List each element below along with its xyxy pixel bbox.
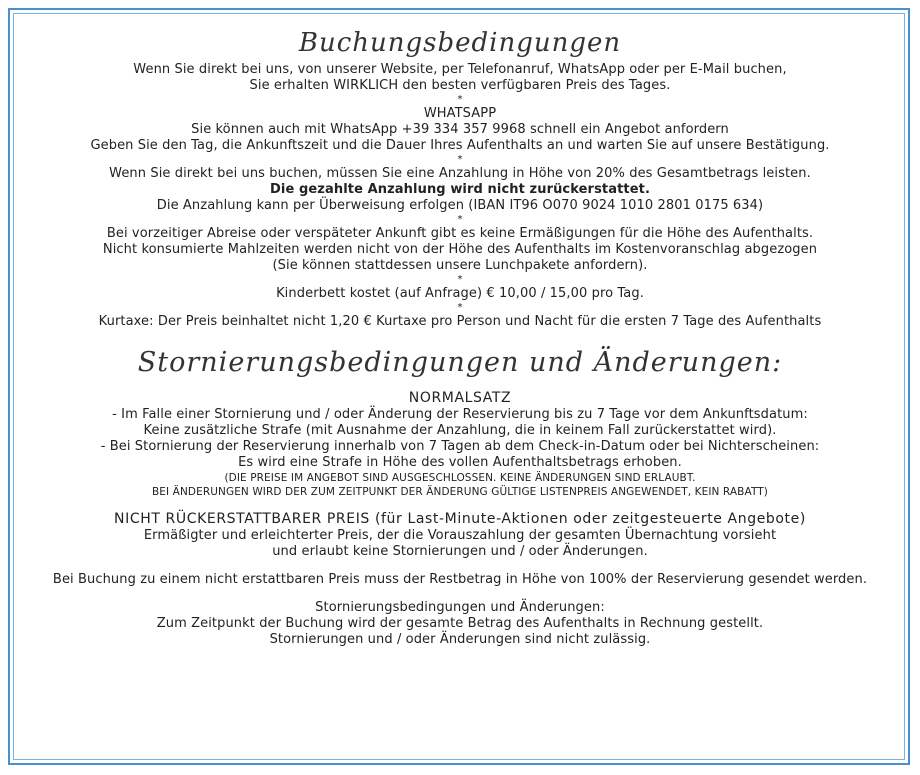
separator-asterisk: *: [457, 214, 463, 225]
nonrefundable-heading: NICHT RÜCKERSTATTBARER PREIS (für Last-Minute-Aktionen oder zeitgesteuerte Angebote): [114, 511, 806, 527]
tourist-tax-line: Kurtaxe: Der Preis beinhaltet nicht 1,20 € Kurtaxe pro Person und Nacht für die ersten 7 Tage des Aufenthalts: [98, 314, 822, 329]
early-departure-line: Bei vorzeitiger Abreise oder verspäteter Ankunft gibt es keine Ermäßigungen für die Höhe des Aufenthalts.: [106, 226, 814, 241]
booking-conditions-title: Buchungsbedingungen: [298, 28, 622, 58]
deposit-line: Wenn Sie direkt bei uns buchen, müssen Sie eine Anzahlung in Höhe von 20% des Gesamtbetrags leisten.: [109, 166, 811, 181]
nonrefundable-balance-line: Bei Buchung zu einem nicht erstattbaren Preis muss der Restbetrag in Höhe von 100% der Reservierung gesendet werden.: [52, 572, 868, 587]
crib-price-line: Kinderbett kostet (auf Anfrage) € 10,00 / 15,00 pro Tag.: [276, 286, 644, 301]
normal-rate-line: - Im Falle einer Stornierung und / oder Änderung der Reservierung bis zu 7 Tage vor dem Ankunftsdatum:: [112, 407, 808, 422]
nonrefundable-line: Ermäßigter und erleichterter Preis, der die Vorauszahlung der gesamten Übernachtung vorsieht: [143, 528, 777, 543]
normal-rate-line: Es wird eine Strafe in Höhe des vollen Aufenthaltsbetrags erhoben.: [238, 455, 682, 470]
normal-rate-note: (DIE PREISE IM ANGEBOT SIND AUSGESCHLOSSEN. KEINE ÄNDERUNGEN SIND ERLAUBT.: [224, 472, 696, 484]
footer-line: Stornierungen und / oder Änderungen sind nicht zulässig.: [269, 632, 651, 647]
deposit-iban-line: Die Anzahlung kann per Überweisung erfolgen (IBAN IT96 O070 9024 1010 2801 0175 634): [156, 198, 764, 213]
cancellation-title: Stornierungsbedingungen und Änderungen:: [137, 347, 783, 378]
separator-asterisk: *: [457, 154, 463, 165]
whatsapp-heading: WHATSAPP: [423, 106, 497, 121]
normal-rate-note: BEI ÄNDERUNGEN WIRD DER ZUM ZEITPUNKT DER ÄNDERUNG GÜLTIGE LISTENPREIS ANGEWENDET, KEIN RABATT): [152, 486, 768, 498]
early-departure-line: Nicht konsumierte Mahlzeiten werden nicht von der Höhe des Aufenthalts im Kostenvoranschlag abgezogen: [102, 242, 818, 257]
separator-asterisk: *: [457, 274, 463, 285]
normal-rate-line: - Bei Stornierung der Reservierung innerhalb von 7 Tagen ab dem Check-in-Datum oder bei Nichterscheinen:: [100, 439, 820, 454]
nonrefundable-line: und erlaubt keine Stornierungen und / oder Änderungen.: [272, 544, 648, 559]
deposit-nonrefundable-notice: Die gezahlte Anzahlung wird nicht zurückerstattet.: [270, 182, 650, 197]
normal-rate-heading: NORMALSATZ: [408, 390, 512, 406]
footer-line: Stornierungsbedingungen und Änderungen:: [315, 600, 605, 615]
normal-rate-line: Keine zusätzliche Strafe (mit Ausnahme der Anzahlung, die in keinem Fall zurückerstattet wird).: [143, 423, 777, 438]
separator-asterisk: *: [457, 302, 463, 313]
footer-line: Zum Zeitpunkt der Buchung wird der gesamte Betrag des Aufenthalts in Rechnung gestellt.: [156, 616, 764, 631]
early-departure-line: (Sie können stattdessen unsere Lunchpakete anfordern).: [272, 258, 648, 273]
intro-line: Sie erhalten WIRKLICH den besten verfügbaren Preis des Tages.: [249, 78, 671, 93]
whatsapp-line: Sie können auch mit WhatsApp +39 334 357 9968 schnell ein Angebot anfordern: [191, 122, 729, 137]
separator-asterisk: *: [457, 94, 463, 105]
intro-line: Wenn Sie direkt bei uns, von unserer Website, per Telefonanruf, WhatsApp oder per E-Mail buchen,: [133, 62, 787, 77]
whatsapp-line: Geben Sie den Tag, die Ankunftszeit und die Dauer Ihres Aufenthalts an und warten Sie auf unsere Bestätigung.: [90, 138, 830, 153]
